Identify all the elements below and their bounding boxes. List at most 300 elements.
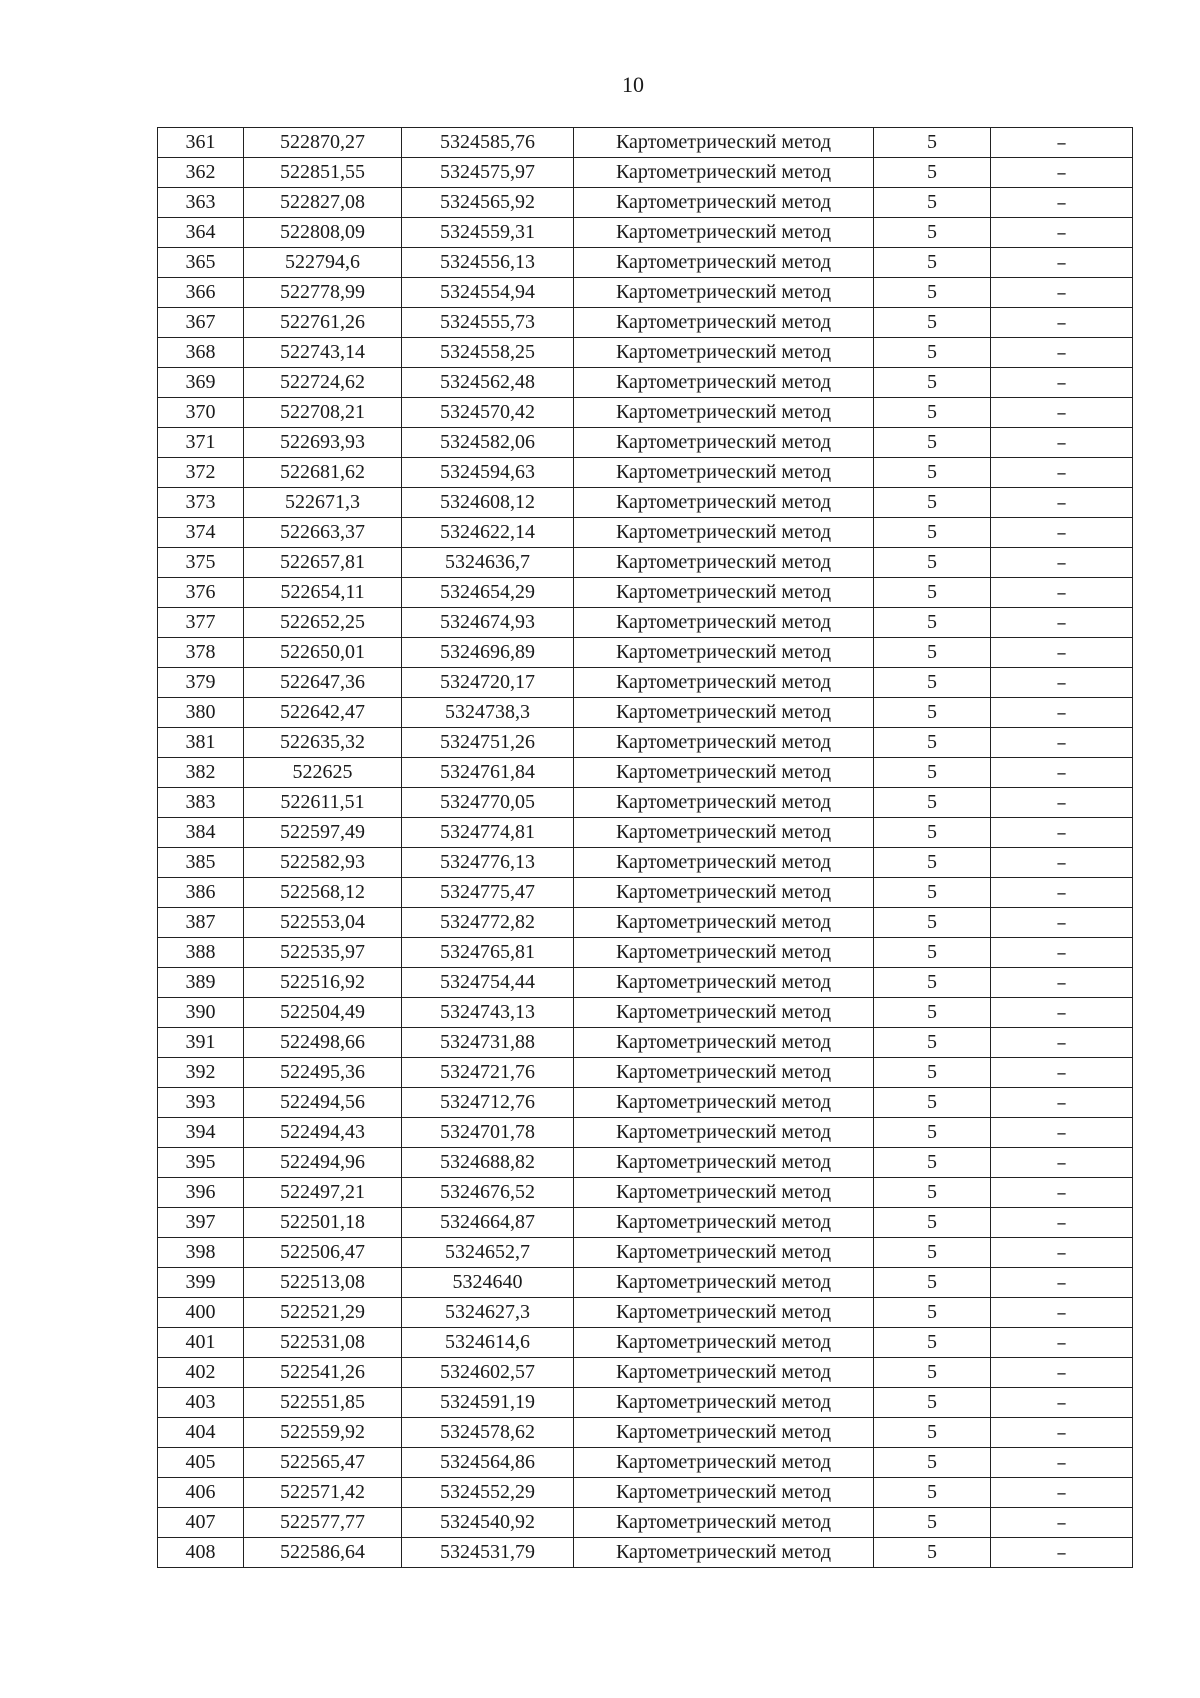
x-coordinate-cell: 522778,99 — [244, 278, 402, 308]
accuracy-cell: 5 — [874, 1388, 991, 1418]
x-coordinate-cell: 522582,93 — [244, 848, 402, 878]
table-row — [158, 1028, 1133, 1058]
y-coordinate-cell: 5324585,76 — [402, 128, 574, 158]
y-coordinate-cell: 5324751,26 — [402, 728, 574, 758]
table-row — [158, 638, 1133, 668]
x-coordinate-cell: 522553,04 — [244, 908, 402, 938]
x-coordinate-cell: 522551,85 — [244, 1388, 402, 1418]
description-cell: – — [991, 1268, 1133, 1298]
accuracy-cell: 5 — [874, 278, 991, 308]
y-coordinate-cell: 5324775,47 — [402, 878, 574, 908]
description-cell: – — [991, 338, 1133, 368]
description-cell: – — [991, 668, 1133, 698]
description-cell: – — [991, 248, 1133, 278]
point-number-cell: 408 — [158, 1538, 244, 1568]
method-cell: Картометрический метод — [574, 1358, 874, 1388]
table-row — [158, 758, 1133, 788]
table-row — [158, 1508, 1133, 1538]
method-cell: Картометрический метод — [574, 278, 874, 308]
table-row — [158, 1088, 1133, 1118]
point-number-cell: 401 — [158, 1328, 244, 1358]
y-coordinate-cell: 5324738,3 — [402, 698, 574, 728]
x-coordinate-cell: 522625 — [244, 758, 402, 788]
y-coordinate-cell: 5324720,17 — [402, 668, 574, 698]
x-coordinate-cell: 522565,47 — [244, 1448, 402, 1478]
y-coordinate-cell: 5324608,12 — [402, 488, 574, 518]
table-row — [158, 578, 1133, 608]
x-coordinate-cell: 522650,01 — [244, 638, 402, 668]
y-coordinate-cell: 5324564,86 — [402, 1448, 574, 1478]
point-number-cell: 372 — [158, 458, 244, 488]
method-cell: Картометрический метод — [574, 128, 874, 158]
accuracy-cell: 5 — [874, 188, 991, 218]
table-row — [158, 398, 1133, 428]
point-number-cell: 386 — [158, 878, 244, 908]
table-row — [158, 1538, 1133, 1568]
description-cell: – — [991, 758, 1133, 788]
method-cell: Картометрический метод — [574, 968, 874, 998]
table-row — [158, 518, 1133, 548]
point-number-cell: 364 — [158, 218, 244, 248]
description-cell: – — [991, 1058, 1133, 1088]
point-number-cell: 378 — [158, 638, 244, 668]
point-number-cell: 371 — [158, 428, 244, 458]
point-number-cell: 389 — [158, 968, 244, 998]
method-cell: Картометрический метод — [574, 578, 874, 608]
table-row — [158, 248, 1133, 278]
y-coordinate-cell: 5324552,29 — [402, 1478, 574, 1508]
y-coordinate-cell: 5324554,94 — [402, 278, 574, 308]
x-coordinate-cell: 522498,66 — [244, 1028, 402, 1058]
method-cell: Картометрический метод — [574, 938, 874, 968]
table-row — [158, 668, 1133, 698]
accuracy-cell: 5 — [874, 1418, 991, 1448]
x-coordinate-cell: 522531,08 — [244, 1328, 402, 1358]
table-row — [158, 1298, 1133, 1328]
point-number-cell: 387 — [158, 908, 244, 938]
accuracy-cell: 5 — [874, 1478, 991, 1508]
x-coordinate-cell: 522504,49 — [244, 998, 402, 1028]
table-row — [158, 458, 1133, 488]
method-cell: Картометрический метод — [574, 908, 874, 938]
accuracy-cell: 5 — [874, 1508, 991, 1538]
accuracy-cell: 5 — [874, 368, 991, 398]
method-cell: Картометрический метод — [574, 188, 874, 218]
table-row — [158, 848, 1133, 878]
point-number-cell: 367 — [158, 308, 244, 338]
x-coordinate-cell: 522671,3 — [244, 488, 402, 518]
description-cell: – — [991, 1028, 1133, 1058]
description-cell: – — [991, 848, 1133, 878]
method-cell: Картометрический метод — [574, 818, 874, 848]
method-cell: Картометрический метод — [574, 998, 874, 1028]
y-coordinate-cell: 5324640 — [402, 1268, 574, 1298]
description-cell: – — [991, 638, 1133, 668]
x-coordinate-cell: 522577,77 — [244, 1508, 402, 1538]
description-cell: – — [991, 578, 1133, 608]
table-row — [158, 128, 1133, 158]
y-coordinate-cell: 5324654,29 — [402, 578, 574, 608]
y-coordinate-cell: 5324578,62 — [402, 1418, 574, 1448]
description-cell: – — [991, 308, 1133, 338]
description-cell: – — [991, 1358, 1133, 1388]
y-coordinate-cell: 5324676,52 — [402, 1178, 574, 1208]
point-number-cell: 379 — [158, 668, 244, 698]
x-coordinate-cell: 522693,93 — [244, 428, 402, 458]
method-cell: Картометрический метод — [574, 878, 874, 908]
point-number-cell: 376 — [158, 578, 244, 608]
accuracy-cell: 5 — [874, 578, 991, 608]
point-number-cell: 368 — [158, 338, 244, 368]
description-cell: – — [991, 368, 1133, 398]
x-coordinate-cell: 522794,6 — [244, 248, 402, 278]
method-cell: Картометрический метод — [574, 1268, 874, 1298]
accuracy-cell: 5 — [874, 1538, 991, 1568]
y-coordinate-cell: 5324591,19 — [402, 1388, 574, 1418]
x-coordinate-cell: 522516,92 — [244, 968, 402, 998]
description-cell: – — [991, 1448, 1133, 1478]
accuracy-cell: 5 — [874, 668, 991, 698]
table-row — [158, 158, 1133, 188]
method-cell: Картометрический метод — [574, 1208, 874, 1238]
table-row — [158, 218, 1133, 248]
table-row — [158, 548, 1133, 578]
y-coordinate-cell: 5324712,76 — [402, 1088, 574, 1118]
description-cell: – — [991, 548, 1133, 578]
x-coordinate-cell: 522535,97 — [244, 938, 402, 968]
y-coordinate-cell: 5324770,05 — [402, 788, 574, 818]
x-coordinate-cell: 522808,09 — [244, 218, 402, 248]
description-cell: – — [991, 188, 1133, 218]
method-cell: Картометрический метод — [574, 1418, 874, 1448]
method-cell: Картометрический метод — [574, 1088, 874, 1118]
description-cell: – — [991, 818, 1133, 848]
point-number-cell: 385 — [158, 848, 244, 878]
description-cell: – — [991, 1088, 1133, 1118]
point-number-cell: 365 — [158, 248, 244, 278]
point-number-cell: 391 — [158, 1028, 244, 1058]
x-coordinate-cell: 522568,12 — [244, 878, 402, 908]
method-cell: Картометрический метод — [574, 1238, 874, 1268]
accuracy-cell: 5 — [874, 938, 991, 968]
method-cell: Картометрический метод — [574, 638, 874, 668]
y-coordinate-cell: 5324674,93 — [402, 608, 574, 638]
accuracy-cell: 5 — [874, 1148, 991, 1178]
method-cell: Картометрический метод — [574, 1028, 874, 1058]
point-number-cell: 396 — [158, 1178, 244, 1208]
method-cell: Картометрический метод — [574, 398, 874, 428]
method-cell: Картометрический метод — [574, 158, 874, 188]
x-coordinate-cell: 522681,62 — [244, 458, 402, 488]
point-number-cell: 375 — [158, 548, 244, 578]
method-cell: Картометрический метод — [574, 1298, 874, 1328]
accuracy-cell: 5 — [874, 1358, 991, 1388]
method-cell: Картометрический метод — [574, 668, 874, 698]
description-cell: – — [991, 1538, 1133, 1568]
accuracy-cell: 5 — [874, 308, 991, 338]
x-coordinate-cell: 522657,81 — [244, 548, 402, 578]
description-cell: – — [991, 1388, 1133, 1418]
description-cell: – — [991, 1148, 1133, 1178]
accuracy-cell: 5 — [874, 428, 991, 458]
table-row — [158, 1478, 1133, 1508]
x-coordinate-cell: 522494,96 — [244, 1148, 402, 1178]
x-coordinate-cell: 522635,32 — [244, 728, 402, 758]
point-number-cell: 402 — [158, 1358, 244, 1388]
x-coordinate-cell: 522827,08 — [244, 188, 402, 218]
accuracy-cell: 5 — [874, 728, 991, 758]
accuracy-cell: 5 — [874, 218, 991, 248]
coordinates-table-body — [158, 128, 1133, 1568]
table-row — [158, 338, 1133, 368]
x-coordinate-cell: 522851,55 — [244, 158, 402, 188]
point-number-cell: 381 — [158, 728, 244, 758]
x-coordinate-cell: 522494,56 — [244, 1088, 402, 1118]
description-cell: – — [991, 1328, 1133, 1358]
method-cell: Картометрический метод — [574, 548, 874, 578]
accuracy-cell: 5 — [874, 248, 991, 278]
point-number-cell: 407 — [158, 1508, 244, 1538]
description-cell: – — [991, 908, 1133, 938]
table-row — [158, 1358, 1133, 1388]
y-coordinate-cell: 5324562,48 — [402, 368, 574, 398]
table-row — [158, 998, 1133, 1028]
point-number-cell: 393 — [158, 1088, 244, 1118]
y-coordinate-cell: 5324627,3 — [402, 1298, 574, 1328]
method-cell: Картометрический метод — [574, 698, 874, 728]
y-coordinate-cell: 5324761,84 — [402, 758, 574, 788]
accuracy-cell: 5 — [874, 548, 991, 578]
accuracy-cell: 5 — [874, 458, 991, 488]
x-coordinate-cell: 522494,43 — [244, 1118, 402, 1148]
point-number-cell: 377 — [158, 608, 244, 638]
table-row — [158, 1448, 1133, 1478]
y-coordinate-cell: 5324622,14 — [402, 518, 574, 548]
point-number-cell: 390 — [158, 998, 244, 1028]
description-cell: – — [991, 728, 1133, 758]
point-number-cell: 394 — [158, 1118, 244, 1148]
x-coordinate-cell: 522501,18 — [244, 1208, 402, 1238]
accuracy-cell: 5 — [874, 818, 991, 848]
method-cell: Картометрический метод — [574, 428, 874, 458]
table-row — [158, 728, 1133, 758]
accuracy-cell: 5 — [874, 998, 991, 1028]
table-row — [158, 1148, 1133, 1178]
point-number-cell: 370 — [158, 398, 244, 428]
method-cell: Картометрический метод — [574, 368, 874, 398]
x-coordinate-cell: 522724,62 — [244, 368, 402, 398]
accuracy-cell: 5 — [874, 1328, 991, 1358]
description-cell: – — [991, 1508, 1133, 1538]
description-cell: – — [991, 698, 1133, 728]
accuracy-cell: 5 — [874, 518, 991, 548]
accuracy-cell: 5 — [874, 848, 991, 878]
method-cell: Картометрический метод — [574, 1478, 874, 1508]
description-cell: – — [991, 428, 1133, 458]
y-coordinate-cell: 5324556,13 — [402, 248, 574, 278]
accuracy-cell: 5 — [874, 1238, 991, 1268]
description-cell: – — [991, 608, 1133, 638]
y-coordinate-cell: 5324765,81 — [402, 938, 574, 968]
table-row — [158, 1208, 1133, 1238]
method-cell: Картометрический метод — [574, 248, 874, 278]
table-row — [158, 938, 1133, 968]
point-number-cell: 392 — [158, 1058, 244, 1088]
y-coordinate-cell: 5324774,81 — [402, 818, 574, 848]
y-coordinate-cell: 5324602,57 — [402, 1358, 574, 1388]
point-number-cell: 397 — [158, 1208, 244, 1238]
x-coordinate-cell: 522870,27 — [244, 128, 402, 158]
y-coordinate-cell: 5324565,92 — [402, 188, 574, 218]
point-number-cell: 398 — [158, 1238, 244, 1268]
y-coordinate-cell: 5324688,82 — [402, 1148, 574, 1178]
accuracy-cell: 5 — [874, 158, 991, 188]
table-row — [158, 428, 1133, 458]
table-row — [158, 878, 1133, 908]
method-cell: Картометрический метод — [574, 488, 874, 518]
point-number-cell: 380 — [158, 698, 244, 728]
method-cell: Картометрический метод — [574, 608, 874, 638]
y-coordinate-cell: 5324721,76 — [402, 1058, 574, 1088]
y-coordinate-cell: 5324594,63 — [402, 458, 574, 488]
accuracy-cell: 5 — [874, 1208, 991, 1238]
point-number-cell: 405 — [158, 1448, 244, 1478]
description-cell: – — [991, 1298, 1133, 1328]
point-number-cell: 363 — [158, 188, 244, 218]
y-coordinate-cell: 5324731,88 — [402, 1028, 574, 1058]
x-coordinate-cell: 522647,36 — [244, 668, 402, 698]
x-coordinate-cell: 522652,25 — [244, 608, 402, 638]
method-cell: Картометрический метод — [574, 1058, 874, 1088]
accuracy-cell: 5 — [874, 488, 991, 518]
accuracy-cell: 5 — [874, 1448, 991, 1478]
method-cell: Картометрический метод — [574, 1178, 874, 1208]
y-coordinate-cell: 5324636,7 — [402, 548, 574, 578]
y-coordinate-cell: 5324559,31 — [402, 218, 574, 248]
table-row — [158, 818, 1133, 848]
table-row — [158, 1058, 1133, 1088]
y-coordinate-cell: 5324652,7 — [402, 1238, 574, 1268]
method-cell: Картометрический метод — [574, 788, 874, 818]
x-coordinate-cell: 522559,92 — [244, 1418, 402, 1448]
x-coordinate-cell: 522497,21 — [244, 1178, 402, 1208]
method-cell: Картометрический метод — [574, 1448, 874, 1478]
table-row — [158, 698, 1133, 728]
y-coordinate-cell: 5324743,13 — [402, 998, 574, 1028]
x-coordinate-cell: 522597,49 — [244, 818, 402, 848]
description-cell: – — [991, 398, 1133, 428]
method-cell: Картометрический метод — [574, 1328, 874, 1358]
method-cell: Картометрический метод — [574, 308, 874, 338]
table-row — [158, 488, 1133, 518]
table-row — [158, 278, 1133, 308]
accuracy-cell: 5 — [874, 608, 991, 638]
method-cell: Картометрический метод — [574, 758, 874, 788]
point-number-cell: 361 — [158, 128, 244, 158]
x-coordinate-cell: 522506,47 — [244, 1238, 402, 1268]
method-cell: Картометрический метод — [574, 728, 874, 758]
y-coordinate-cell: 5324696,89 — [402, 638, 574, 668]
table-row — [158, 1268, 1133, 1298]
accuracy-cell: 5 — [874, 638, 991, 668]
table-row — [158, 968, 1133, 998]
method-cell: Картометрический метод — [574, 1538, 874, 1568]
description-cell: – — [991, 218, 1133, 248]
x-coordinate-cell: 522571,42 — [244, 1478, 402, 1508]
accuracy-cell: 5 — [874, 1178, 991, 1208]
description-cell: – — [991, 938, 1133, 968]
description-cell: – — [991, 788, 1133, 818]
table-row — [158, 1418, 1133, 1448]
point-number-cell: 369 — [158, 368, 244, 398]
y-coordinate-cell: 5324575,97 — [402, 158, 574, 188]
description-cell: – — [991, 998, 1133, 1028]
table-row — [158, 608, 1133, 638]
description-cell: – — [991, 128, 1133, 158]
accuracy-cell: 5 — [874, 128, 991, 158]
x-coordinate-cell: 522586,64 — [244, 1538, 402, 1568]
method-cell: Картометрический метод — [574, 1508, 874, 1538]
description-cell: – — [991, 458, 1133, 488]
description-cell: – — [991, 1118, 1133, 1148]
y-coordinate-cell: 5324776,13 — [402, 848, 574, 878]
y-coordinate-cell: 5324754,44 — [402, 968, 574, 998]
accuracy-cell: 5 — [874, 968, 991, 998]
point-number-cell: 406 — [158, 1478, 244, 1508]
accuracy-cell: 5 — [874, 1088, 991, 1118]
description-cell: – — [991, 1208, 1133, 1238]
description-cell: – — [991, 1178, 1133, 1208]
x-coordinate-cell: 522663,37 — [244, 518, 402, 548]
x-coordinate-cell: 522654,11 — [244, 578, 402, 608]
y-coordinate-cell: 5324558,25 — [402, 338, 574, 368]
point-number-cell: 362 — [158, 158, 244, 188]
method-cell: Картометрический метод — [574, 1388, 874, 1418]
description-cell: – — [991, 968, 1133, 998]
x-coordinate-cell: 522761,26 — [244, 308, 402, 338]
description-cell: – — [991, 518, 1133, 548]
x-coordinate-cell: 522611,51 — [244, 788, 402, 818]
accuracy-cell: 5 — [874, 1118, 991, 1148]
point-number-cell: 404 — [158, 1418, 244, 1448]
accuracy-cell: 5 — [874, 758, 991, 788]
accuracy-cell: 5 — [874, 1028, 991, 1058]
description-cell: – — [991, 278, 1133, 308]
y-coordinate-cell: 5324701,78 — [402, 1118, 574, 1148]
method-cell: Картометрический метод — [574, 518, 874, 548]
table-row — [158, 1238, 1133, 1268]
point-number-cell: 400 — [158, 1298, 244, 1328]
table-row — [158, 788, 1133, 818]
x-coordinate-cell: 522743,14 — [244, 338, 402, 368]
x-coordinate-cell: 522642,47 — [244, 698, 402, 728]
point-number-cell: 383 — [158, 788, 244, 818]
accuracy-cell: 5 — [874, 878, 991, 908]
description-cell: – — [991, 1238, 1133, 1268]
x-coordinate-cell: 522541,26 — [244, 1358, 402, 1388]
x-coordinate-cell: 522521,29 — [244, 1298, 402, 1328]
table-row — [158, 1328, 1133, 1358]
accuracy-cell: 5 — [874, 338, 991, 368]
method-cell: Картометрический метод — [574, 458, 874, 488]
method-cell: Картометрический метод — [574, 1118, 874, 1148]
point-number-cell: 403 — [158, 1388, 244, 1418]
description-cell: – — [991, 878, 1133, 908]
method-cell: Картометрический метод — [574, 218, 874, 248]
y-coordinate-cell: 5324540,92 — [402, 1508, 574, 1538]
point-number-cell: 399 — [158, 1268, 244, 1298]
table-row — [158, 308, 1133, 338]
